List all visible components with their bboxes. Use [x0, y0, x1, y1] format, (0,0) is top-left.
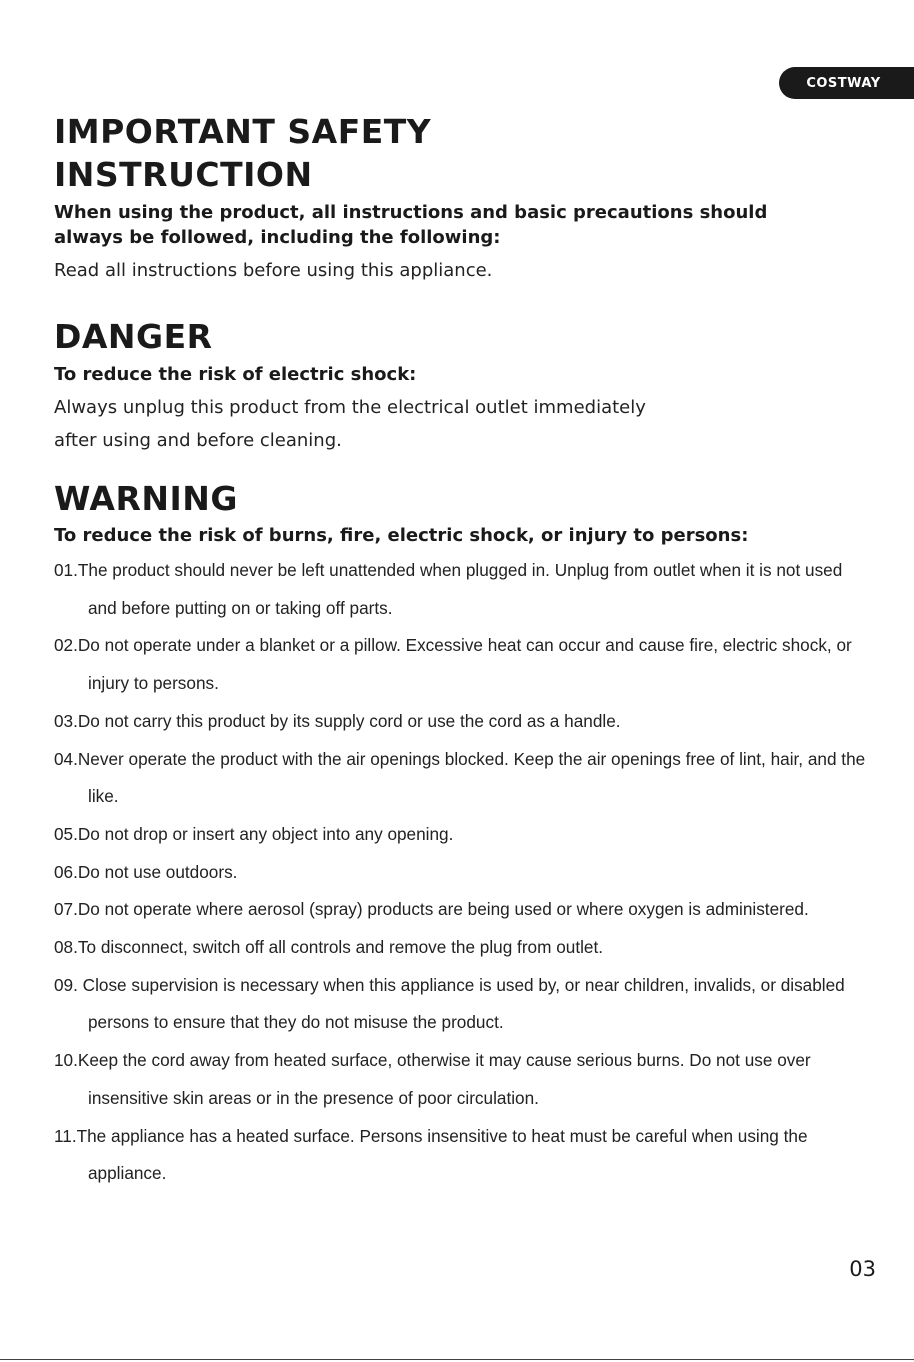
list-item: 11.The appliance has a heated surface. Persons insensitive to heat must be careful when using the appliance.	[54, 1125, 808, 1184]
danger-heading: DANGER	[54, 317, 213, 356]
danger-text-line-2: after using and before cleaning.	[54, 430, 342, 451]
warning-heading: WARNING	[54, 479, 238, 518]
list-item: 02.Do not operate under a blanket or a pillow. Excessive heat can occur and cause fire, electric shock, or injury to persons.	[54, 635, 852, 694]
list-item: 04.Never operate the product with the air openings blocked. Keep the air openings free of lint, hair, and the like.	[54, 748, 866, 807]
list-item: 06.Do not use outdoors.	[54, 861, 238, 882]
page-number: 03	[849, 1257, 876, 1281]
intro-text: Read all instructions before using this appliance.	[54, 260, 493, 281]
brand-logo: COSTWAY	[779, 67, 914, 99]
list-item: 01.The product should never be left unattended when plugged in. Unplug from outlet when it is not used and before putting on or taking off parts.	[54, 560, 843, 618]
intro-lead: When using the product, all instructions and basic precautions should always be followed, including the following:	[54, 202, 768, 248]
list-item: 07.Do not operate where aerosol (spray) products are being used or where oxygen is administered.	[54, 899, 809, 920]
list-item: 10.Keep the cord away from heated surface, otherwise it may cause serious burns. Do not use over insensitive skin areas or in the presence of poor circulation.	[54, 1050, 811, 1108]
list-item: 05.Do not drop or insert any object into any opening.	[54, 823, 454, 844]
page-title: IMPORTANT SAFETY INSTRUCTION	[54, 112, 432, 194]
danger-text-line-1: Always unplug this product from the electrical outlet immediately	[54, 397, 646, 418]
warning-list	[54, 552, 874, 1193]
bottom-rule	[0, 1359, 914, 1360]
warning-lead: To reduce the risk of burns, fire, electric shock, or injury to persons:	[54, 525, 749, 546]
list-item: 09. Close supervision is necessary when this appliance is used by, or near children, invalids, or disabled persons to ensure that they do not misuse the product.	[54, 974, 845, 1033]
danger-lead: To reduce the risk of electric shock:	[54, 364, 417, 385]
list-item: 08.To disconnect, switch off all controls and remove the plug from outlet.	[54, 937, 604, 958]
list-item: 03.Do not carry this product by its supply cord or use the cord as a handle.	[54, 710, 621, 731]
